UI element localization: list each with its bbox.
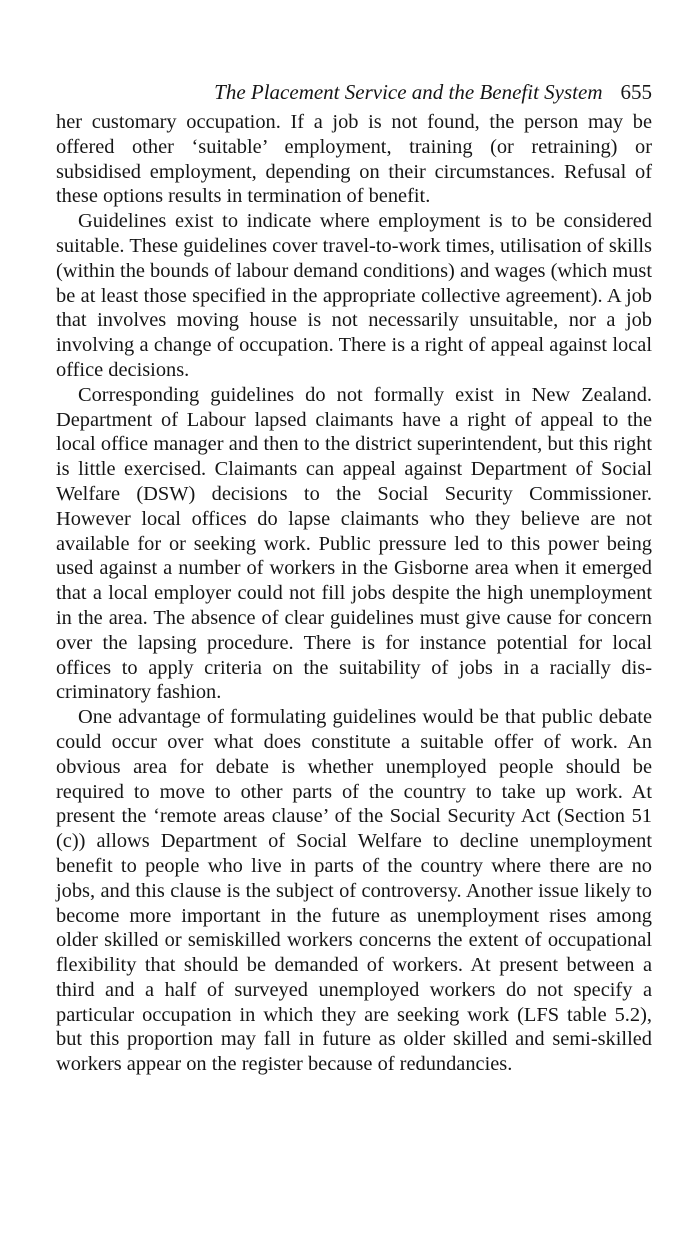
body-text [56, 110, 652, 1077]
running-title: The Placement Service and the Benefit System [214, 80, 603, 104]
paragraph-public-debate: One advantage of formulating guidelines would be that public debate could occur over what does constitute a suitable offer of work. An obvious area for debate is whether unemployed people should be required to move to other parts of the country to take up work. At present the ‘remote areas clause’ of the Social Security Act (Section 51 (c)) allows Department of Social Welfare to decline unemployment benefit to people who live in parts of the country where there are no jobs, and this clause is the subject of controversy. Another issue likely to become more important in the future as unemployment rises among older skilled or semiskilled workers concerns the extent of occupational flexibility that should be demanded of workers. At present between a third and a half of surveyed unemployed workers do not specify a particular occupation in which they are seeking work (LFS table 5.2), but this proportion may fall in future as older skilled and semi-skilled workers appear on the register because of redundancies. [56, 706, 652, 1076]
page-number: 655 [620, 80, 652, 104]
paragraph-guidelines: Guidelines exist to indicate where employment is to be considered suitable. These guidelines cover travel-to-work times, utilisation of skills (within the bounds of labour demand conditions) and wages (which must be at least those specified in the appropriate collective agreement). A job that involves moving house is not necessarily unsuitable, nor a job involving a change of occupation. There is a right of appeal against local office decisions. [56, 210, 652, 381]
running-header [56, 78, 652, 106]
paragraph-continuation: her customary occupation. If a job is not found, the person may be offered other ‘suitable’ employment, training (or retraining) or subsidised employment, depending on their circumstances. Refusal of these options results in termination of benefit. [56, 111, 652, 208]
paragraph-new-zealand: Corresponding guidelines do not formally exist in New Zealand. Department of Labour lapsed claimants have a right of appeal to the local office manager and then to the district superintendent, but this right is little exercised. Claimants can appeal against Department of Social Welfare (DSW) decisions to the Social Security Commissioner. However local offices do lapse claimants who they believe are not available for or seeking work. Public pressure led to this power being used against a number of workers in the Gisborne area when it emerged that a local employer could not fill jobs despite the high unemployment in the area. The absence of clear guidelines must give cause for concern over the lapsing procedure. There is for instance potential for local offices to apply criteria on the suitability of jobs in a racially discriminatory fashion. [56, 383, 652, 704]
book-page [56, 78, 652, 1077]
